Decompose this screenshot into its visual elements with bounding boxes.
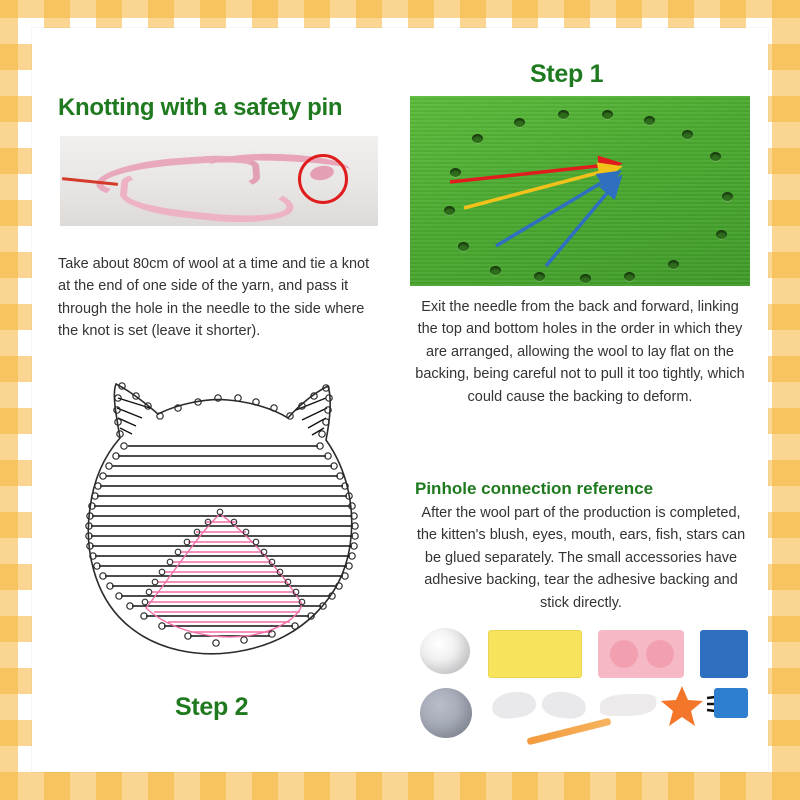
white-ear-piece-right	[540, 689, 587, 721]
step1-title: Step 1	[530, 60, 604, 88]
knotting-instruction-text: Take about 80cm of wool at a time and tie a knot at the end of one side of the yarn, and pass it through the hole in the needle to the side where the knot is set (leave it shorter).	[58, 256, 370, 340]
pink-circle-cutout-left	[610, 640, 638, 668]
pink-yarn-knot-photo	[60, 136, 378, 226]
orange-plastic-needle	[526, 718, 611, 746]
knotting-section-title: Knotting with a safety pin	[58, 94, 343, 121]
blue-felt-sheet	[700, 630, 748, 678]
muzzle-pinhole-markers	[142, 509, 305, 605]
white-fish-piece	[600, 694, 656, 716]
instruction-card	[32, 28, 768, 772]
green-felt-board-photo	[410, 96, 750, 286]
ear-stitch-lines	[117, 398, 327, 435]
orange-star	[660, 684, 704, 728]
black-stitch-lines	[91, 446, 353, 636]
pink-circle-cutout-right	[646, 640, 674, 668]
small-blue-felt	[714, 688, 748, 718]
pinhole-reference-title: Pinhole connection reference	[415, 479, 654, 498]
red-circle-highlight	[298, 154, 348, 204]
yellow-felt-sheet	[488, 630, 582, 678]
arrow-overlay	[410, 96, 750, 286]
step1-instruction-text: Exit the needle from the back and forward, linking the top and bottom holes in the order in which they are arranged, allowing the wool to lay flat on the backing, being careful not to pull it too tightly, which could cause the backing to deform.	[415, 299, 745, 405]
materials-kit-photo	[414, 626, 752, 754]
white-ear-piece-left	[490, 689, 537, 721]
cat-head-stitch-diagram	[50, 346, 390, 686]
pinhole-reference-text: After the wool part of the production is completed, the kitten's blush, eyes, mouth, ears, fish, stars can be glued separately. The small accessories have adhesive backing, tear the adhesive backing and stick directly.	[416, 505, 746, 611]
step2-title: Step 2	[175, 693, 249, 721]
white-yarn-ball	[420, 628, 470, 674]
grey-yarn-ball	[420, 688, 472, 738]
